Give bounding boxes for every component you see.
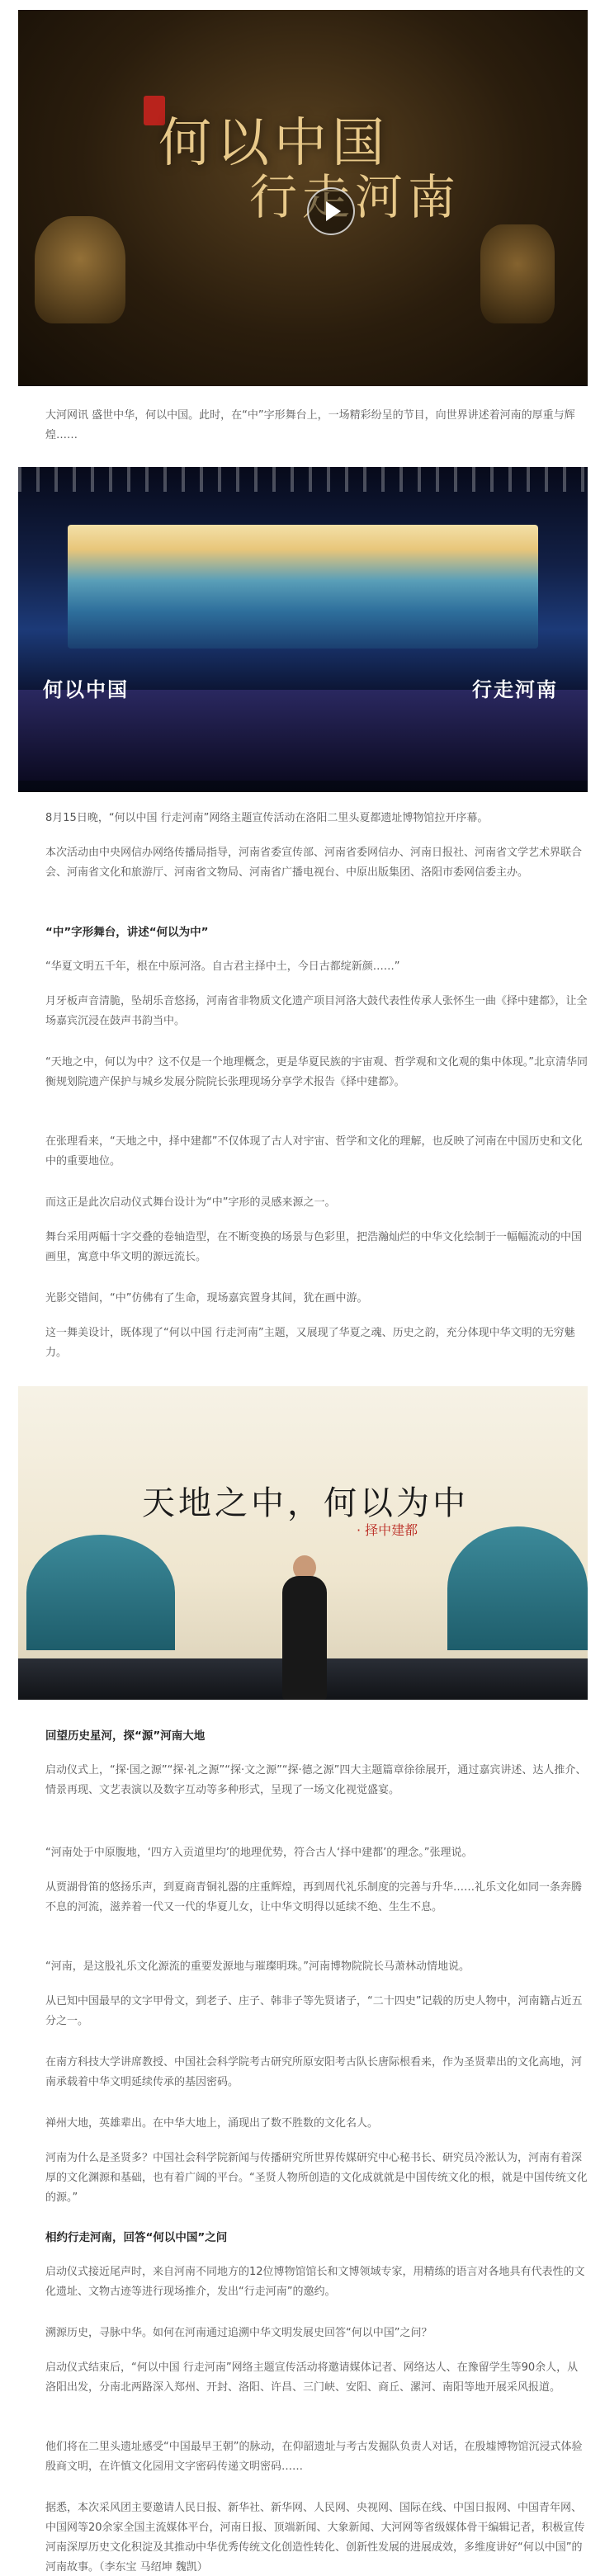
video-player[interactable]	[18, 10, 588, 386]
video-title-line1: 何以中国	[158, 113, 390, 174]
video-title-line2: 行走河南	[249, 169, 461, 225]
paragraph: 月牙板声音清脆，坠胡乐音悠扬，河南省非物质文化遗产项目河洛大鼓代表性传承人张怀生一曲《择中建都》，让全场嘉宾沉浸在鼓声书韵当中。	[45, 995, 588, 1027]
speaker-figure	[282, 1576, 327, 1700]
paragraph: 据悉，本次采风团主要邀请人民日报、新华社、新华网、人民网、央视网、国际在线、中国日报网、中国青年网、中国网等20余家全国主流媒体平台，河南日报、顶端新闻、大象新闻、大河网等省级媒体骨干编辑记者，积极宣传河南深厚历史文化积淀及其推动中华优秀传统文化创造性转化、创新性发展的进展成效，多维度讲好“何以中国”的河南故事。（李东宝 马绍坤 魏凯）	[45, 2502, 585, 2574]
paragraph: 大河网讯 盛世中华，何以中国。此时，在“中”字形舞台上，一场精彩纷呈的节目，向世界讲述着河南的厚重与辉煌……	[45, 409, 575, 441]
paragraph: 光影交错间，“中”仿佛有了生命，现场嘉宾置身其间，犹在画中游。	[45, 1292, 368, 1305]
paragraph: “河南，是这股礼乐文化源流的重要发源地与璀璨明珠。”河南博物院院长马萧林动情地说。	[45, 1960, 470, 1973]
bronze-ding-decoration	[480, 224, 555, 323]
stage-right-label: 行走河南	[472, 678, 558, 701]
paragraph: 8月15日晚，“何以中国 行走河南”网络主题宣传活动在洛阳二里头夏都遗址博物馆拉开序幕。	[45, 812, 489, 824]
bronze-ding-decoration	[35, 216, 125, 323]
speaker-photo	[18, 1386, 588, 1700]
stage-screen	[68, 525, 538, 649]
paragraph: 从已知中国最早的文字甲骨文，到老子、庄子、韩非子等先贤诸子，“二十四史”记载的历史人物中，河南籍占近五分之一。	[45, 1995, 583, 2027]
paragraph: 启动仪式接近尾声时，来自河南不同地方的12位博物馆馆长和文博领域专家，用精练的语言对各地具有代表性的文化遗址、文物古迹等进行现场推介，发出“行走河南”的邀约。	[45, 2266, 585, 2298]
paragraph: 溯源历史，寻脉中华。如何在河南通过追溯中华文明发展史回答“何以中国”之问？	[45, 2327, 432, 2339]
section-heading: 回望历史星河，探“源”河南大地	[45, 1729, 206, 1743]
paragraph: 启动仪式结束后，“何以中国 行走河南”网络主题宣传活动将邀请媒体记者、网络达人、在豫留学生等90余人，从洛阳出发，分南北两路深入郑州、开封、洛阳、许昌、三门峡、安阳、商丘、漯河、南阳等地开展采风报道。	[45, 2361, 579, 2394]
stage-photo	[18, 467, 588, 792]
paragraph: 河南为什么是圣贤多？中国社会科学院新闻与传播研究所世界传媒研究中心秘书长、研究员冷淞认为，河南有着深厚的文化渊源和基础，也有着广阔的平台。“圣贤人物所创造的文化成就就是中国传统文化的根，就是中国传统文化的源。”	[45, 2152, 588, 2204]
scene-headline: 天地之中，何以为中	[142, 1484, 469, 1522]
paragraph: 他们将在二里头遗址感受“中国最早王朝”的脉动，在仰韶遗址与考古发掘队负责人对话，在殷墟博物馆沉浸式体验殷商文明，在许慎文化园用文字密码传递文明密码……	[45, 2441, 583, 2473]
paragraph: 本次活动由中央网信办网络传播局指导，河南省委宣传部、河南省委网信办、河南日报社、河南省文学艺术界联合会、河南省文化和旅游厅、河南省文物局、河南省广播电视台、中原出版集团、洛阳市委网信委主办。	[45, 847, 583, 879]
section-heading: “中”字形舞台，讲述“何以为中”	[45, 926, 209, 939]
paragraph: 启动仪式上，“探·国之源”“探·礼之源”“探·文之源”“探·德之源”四大主题篇章徐徐展开，通过嘉宾讲述、达人推介、情景再现、文艺表演以及数字互动等多种形式，呈现了一场文化视觉盛宴。	[45, 1764, 587, 1796]
stage-left-label: 何以中国	[43, 678, 129, 701]
section-heading: 相约行走河南，回答“何以中国”之问	[45, 2231, 228, 2244]
stage-floor	[18, 690, 588, 781]
paragraph: “河南处于中原腹地，‘四方入贡道里均’的地理优势，符合古人‘择中建都’的理念。”张理说。	[45, 1847, 473, 1859]
scene-subtitle: · 择中建都	[357, 1522, 418, 1538]
paragraph: 舞台采用两幅十字交叠的卷轴造型，在不断变换的场景与色彩里，把浩瀚灿烂的中华文化绘制于一幅幅流动的中国画里，寓意中华文明的源远流长。	[45, 1231, 583, 1263]
paragraph: 禅州大地，英雄辈出。在中华大地上，涌现出了数不胜数的文化名人。	[45, 2117, 379, 2130]
paragraph: 从贾湖骨笛的悠扬乐声，到夏商青铜礼器的庄重辉煌，再到周代礼乐制度的完善与升华……礼乐文化如同一条奔腾不息的河流，滋养着一代又一代的华夏儿女，让中华文明得以延续不绝、生生不息。	[45, 1881, 583, 1913]
paragraph: 在张理看来，“天地之中，择中建都”不仅体现了古人对宇宙、哲学和文化的理解，也反映了河南在中国历史和文化中的重要地位。	[45, 1135, 583, 1168]
paragraph: 而这正是此次启动仪式舞台设计为“中”字形的灵感来源之一。	[45, 1196, 336, 1209]
painted-mountain	[447, 1526, 588, 1650]
stage-lights	[18, 467, 588, 492]
paragraph: 这一舞美设计，既体现了“何以中国 行走河南”主题，又展现了华夏之魂、历史之韵，充分体现中华文明的无穷魅力。	[45, 1327, 575, 1359]
paragraph: 在南方科技大学讲席教授、中国社会科学院考古研究所原安阳考古队长唐际根看来，作为圣贤辈出的文化高地，河南承载着中华文明延续传承的基因密码。	[45, 2056, 583, 2088]
paragraph: “天地之中，何以为中？这不仅是一个地理概念，更是华夏民族的宇宙观、哲学观和文化观的集中体现。”北京清华同衡规划院遗产保护与城乡发展分院院长张理现场分享学术报告《择中建都》。	[45, 1056, 588, 1088]
play-icon[interactable]	[307, 187, 355, 235]
paragraph: “华夏文明五千年，根在中原河洛。自古君主择中土，今日古都绽新颜……”	[45, 960, 400, 973]
painted-mountain	[26, 1535, 175, 1650]
